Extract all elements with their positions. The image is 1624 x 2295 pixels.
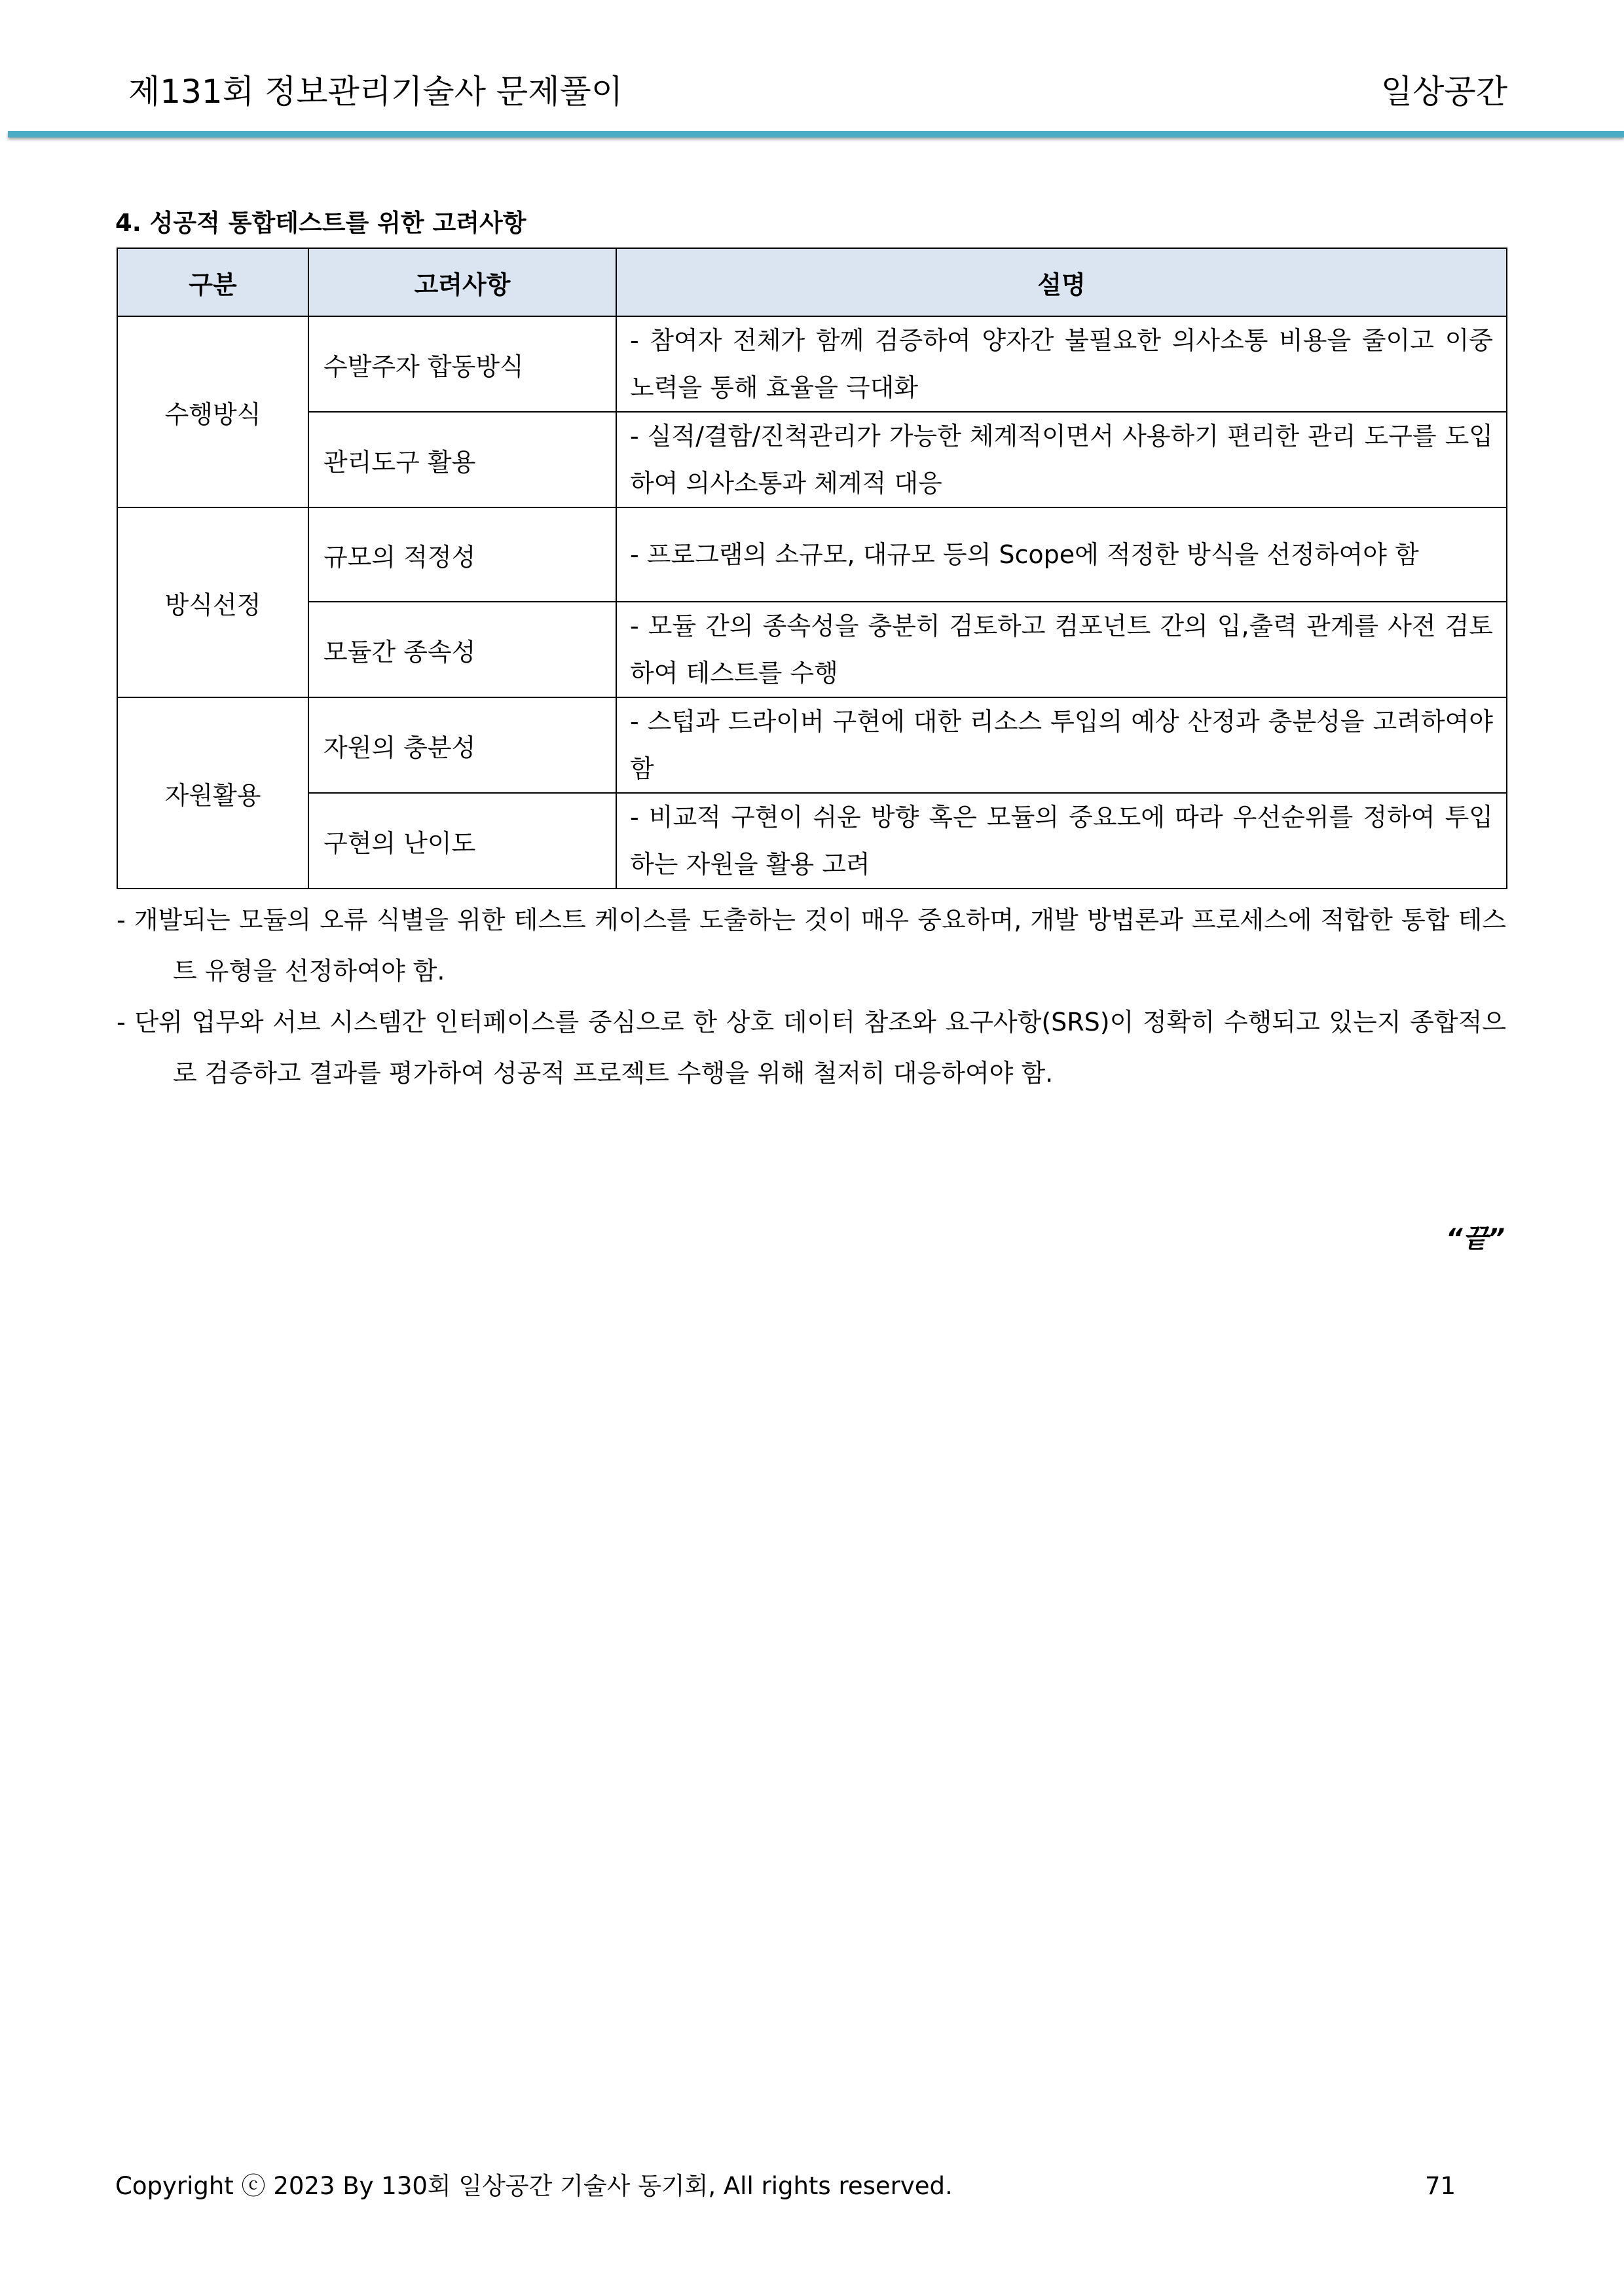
category-cell: 방식선정 <box>117 507 308 697</box>
category-cell: 수행방식 <box>117 316 308 507</box>
section-title: 4. 성공적 통합테스트를 위한 고려사항 <box>115 209 526 237</box>
description-cell: - 스텁과 드라이버 구현에 대한 리소스 투입의 예상 산정과 충분성을 고려하여야 함 <box>616 697 1507 793</box>
column-header-consideration: 고려사항 <box>308 248 616 316</box>
table-row <box>117 793 1507 889</box>
description-cell: - 비교적 구현이 쉬운 방향 혹은 모듈의 중요도에 따라 우선순위를 정하여 투입하는 자원을 활용 고려 <box>616 793 1507 889</box>
note-paragraph: - 개발되는 모듈의 오류 식별을 위한 테스트 케이스를 도출하는 것이 매우 중요하며, 개발 방법론과 프로세스에 적합한 통합 테스트 유형을 선정하여야 함. <box>117 906 1506 985</box>
category-cell: 자원활용 <box>117 697 308 889</box>
footer-copyright: Copyright ⓒ 2023 By 130회 일상공간 기술사 동기회, All rights reserved. <box>115 2172 953 2200</box>
summary-notes <box>117 894 1506 1099</box>
page-number: 71 <box>1425 2172 1456 2200</box>
consideration-cell: 자원의 충분성 <box>308 697 616 793</box>
description-cell: - 프로그램의 소규모, 대규모 등의 Scope에 적정한 방식을 선정하여야 함 <box>616 507 1507 602</box>
column-header-description: 설명 <box>616 248 1507 316</box>
column-header-category: 구분 <box>117 248 308 316</box>
description-cell: - 참여자 전체가 함께 검증하여 양자간 불필요한 의사소통 비용을 줄이고 이중 노력을 통해 효율을 극대화 <box>616 316 1507 412</box>
table-row <box>117 412 1507 507</box>
table-row <box>117 602 1507 697</box>
consideration-cell: 구현의 난이도 <box>308 793 616 889</box>
description-cell: - 모듈 간의 종속성을 충분히 검토하고 컴포넌트 간의 입,출력 관계를 사전 검토하여 테스트를 수행 <box>616 602 1507 697</box>
description-cell: - 실적/결함/진척관리가 가능한 체계적이면서 사용하기 편리한 관리 도구를 도입하여 의사소통과 체계적 대응 <box>616 412 1507 507</box>
document-header-title: 제131회 정보관리기술사 문제풀이 <box>128 73 623 111</box>
consideration-cell: 수발주자 합동방식 <box>308 316 616 412</box>
end-mark: “끝” <box>1445 1224 1505 1254</box>
header-divider <box>8 131 1624 138</box>
note-paragraph: - 단위 업무와 서브 시스템간 인터페이스를 중심으로 한 상호 데이터 참조와 요구사항(SRS)이 정확히 수행되고 있는지 종합적으로 검증하고 결과를 평가하여 성공적 프로젝트 수행을 위해 철저히 대응하여야 함. <box>117 1008 1506 1088</box>
table-header-row <box>117 248 1507 316</box>
considerations-table <box>117 248 1507 889</box>
table-row <box>117 316 1507 412</box>
consideration-cell: 모듈간 종속성 <box>308 602 616 697</box>
consideration-cell: 관리도구 활용 <box>308 412 616 507</box>
consideration-cell: 규모의 적정성 <box>308 507 616 602</box>
table-row <box>117 507 1507 602</box>
table-row <box>117 697 1507 793</box>
document-header-brand: 일상공간 <box>1380 73 1507 111</box>
